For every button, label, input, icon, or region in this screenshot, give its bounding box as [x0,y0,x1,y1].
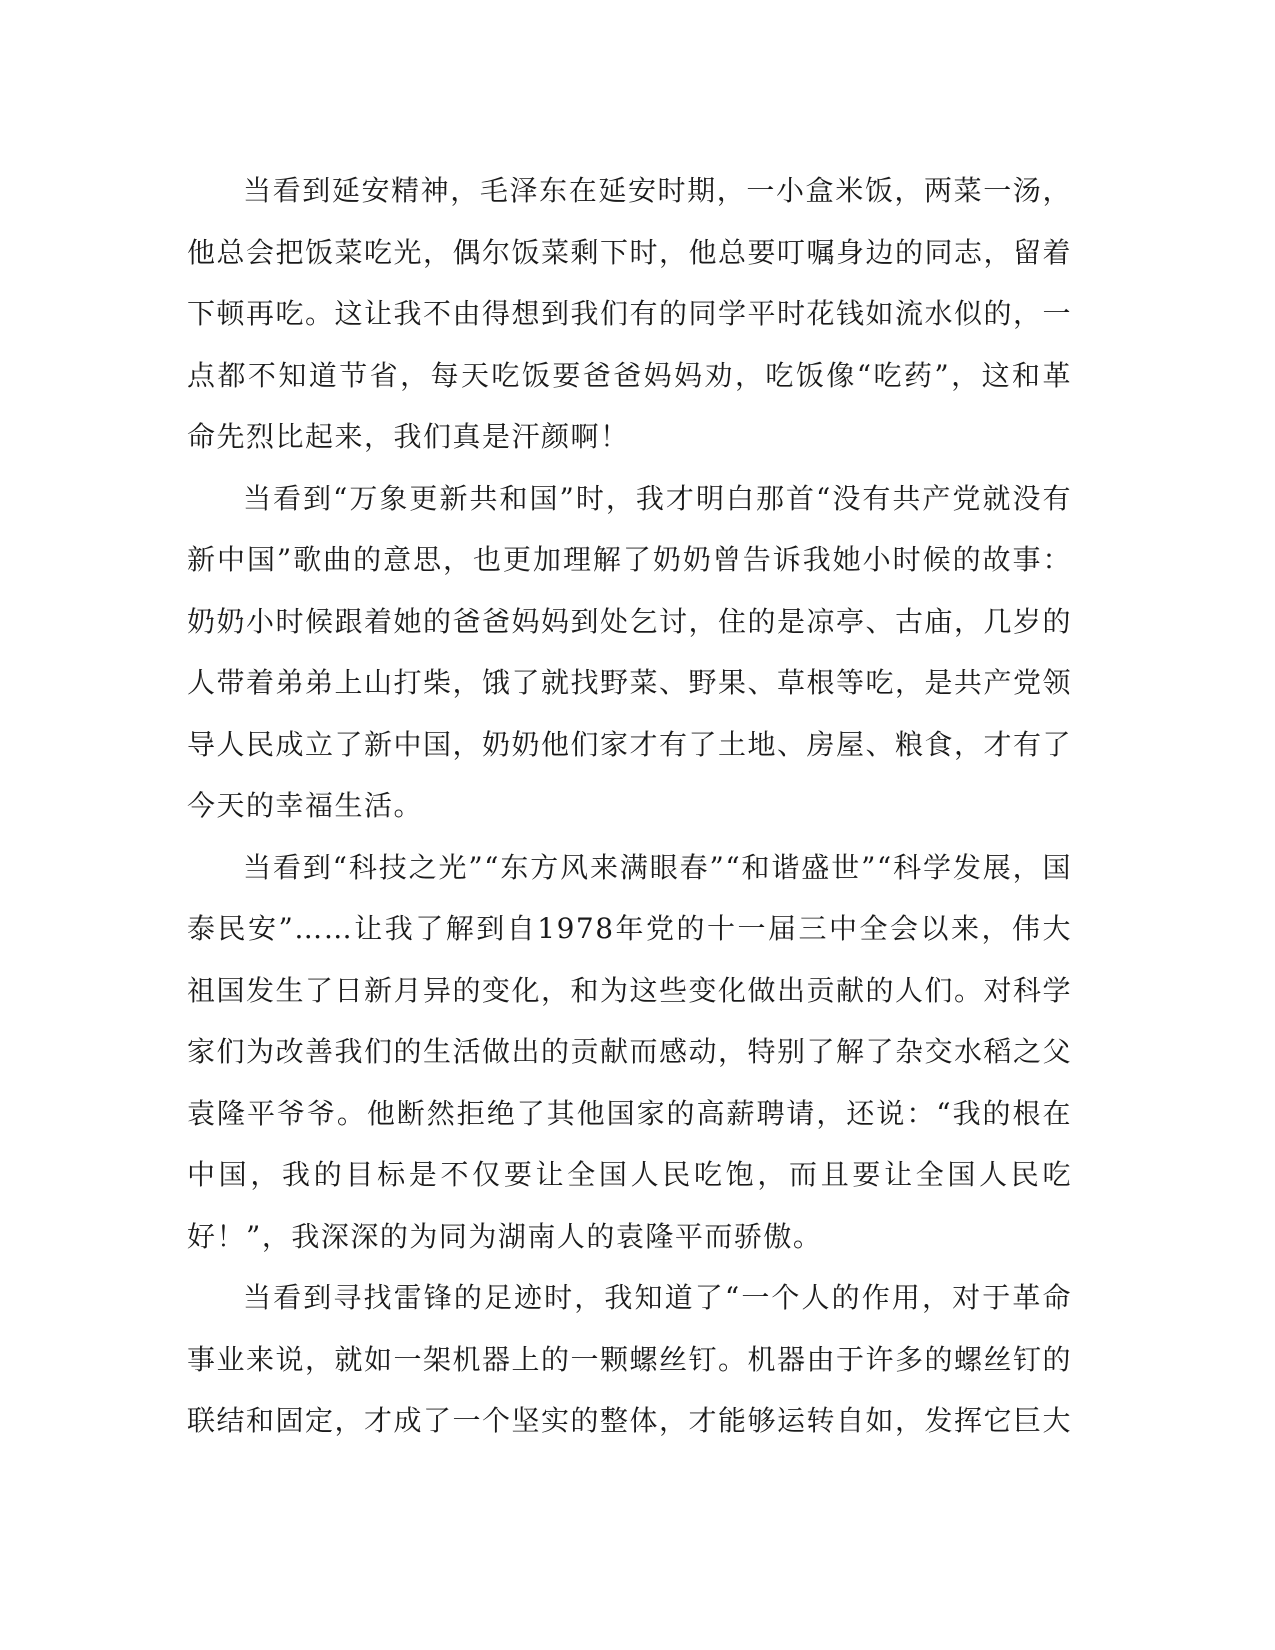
paragraph-new-china: 当看到“万象更新共和国”时，我才明白那首“没有共产党就没有新中国”歌曲的意思，也更加理解了奶奶曾告诉我她小时候的故事：奶奶小时候跟着她的爸爸妈妈到处乞讨，住的是凉亭、古庙，几岁的人带着弟弟上山打柴，饿了就找野菜、野果、草根等吃，是共产党领导人民成立了新中国，奶奶他们家才有了土地、房屋、粮食，才有了今天的幸福生活。 [187,481,1073,822]
paragraph-science-development: 当看到“科技之光”“东方风来满眼春”“和谐盛世”“科学发展，国泰民安”……让我了解到自1978年党的十一届三中全会以来，伟大祖国发生了日新月异的变化，和为这些变化做出贡献的人们。对科学家们为改善我们的生活做出的贡献而感动，特别了解了杂交水稻之父袁隆平爷爷。他断然拒绝了其他国家的高薪聘请，还说：“我的根在中国，我的目标是不仅要让全国人民吃饱，而且要让全国人民吃好！”，我深深的为同为湖南人的袁隆平而骄傲。 [187,850,1073,1253]
document-body [187,160,1072,1452]
paragraph-yanan-spirit: 当看到延安精神，毛泽东在延安时期，一小盒米饭，两菜一汤，他总会把饭菜吃光，偶尔饭菜剩下时，他总要叮嘱身边的同志，留着下顿再吃。这让我不由得想到我们有的同学平时花钱如流水似的，一点都不知道节省，每天吃饭要爸爸妈妈劝，吃饭像“吃药”，这和革命先烈比起来，我们真是汗颜啊！ [187,174,1073,453]
paragraph-lei-feng: 当看到寻找雷锋的足迹时，我知道了“一个人的作用，对于革命事业来说，就如一架机器上的一颗螺丝钉。机器由于许多的螺丝钉的联结和固定，才成了一个坚实的整体，才能够运转自如，发挥它巨大 [187,1281,1073,1437]
